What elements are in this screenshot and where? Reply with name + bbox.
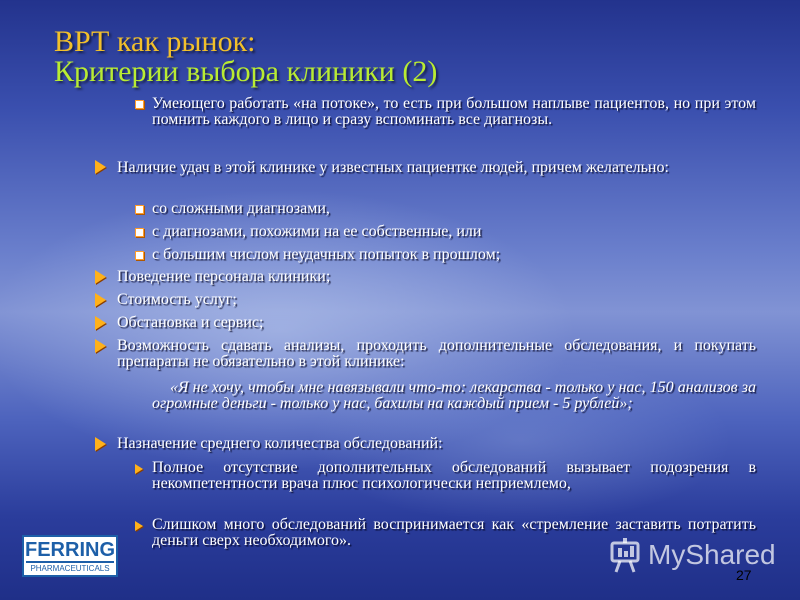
arrow-bullet-icon	[95, 160, 106, 174]
list-item-text: со сложными диагнозами,	[152, 200, 330, 217]
list-item-text: с диагнозами, похожими на ее собственные, или	[152, 223, 482, 240]
arrow-bullet-icon	[135, 521, 143, 531]
list-item	[152, 460, 756, 492]
list-item-text: Стоимость услуг;	[117, 291, 237, 308]
title-line-1: ВРТ как рынок:	[54, 25, 256, 58]
list-item	[117, 160, 756, 176]
list-item-text: Возможность сдавать анализы, проходить дополнительные обследования, и покупать препараты не обязательно в этой клинике:	[117, 337, 756, 370]
list-item-text: Обстановка и сервис;	[117, 314, 264, 331]
list-item	[117, 315, 756, 331]
arrow-bullet-icon	[95, 316, 106, 330]
list-item	[117, 269, 756, 285]
list-item	[152, 224, 756, 240]
slide-number: 27	[736, 567, 752, 583]
arrow-bullet-icon	[135, 464, 143, 474]
arrow-bullet-icon	[95, 270, 106, 284]
list-item-text: Поведение персонала клиники;	[117, 268, 331, 285]
list-item	[117, 338, 756, 370]
arrow-bullet-icon	[95, 437, 106, 451]
square-bullet-icon	[135, 251, 144, 260]
list-item	[152, 201, 756, 217]
list-item	[152, 96, 756, 128]
list-item	[117, 436, 756, 452]
square-bullet-icon	[135, 205, 144, 214]
title-line-2: Критерии выбора клиники (2)	[54, 55, 438, 88]
presentation-board-icon	[608, 537, 644, 575]
square-bullet-icon	[135, 228, 144, 237]
list-item-text: Наличие удач в этой клинике у известных пациентке людей, причем желательно:	[117, 159, 669, 176]
list-item	[152, 247, 756, 263]
arrow-bullet-icon	[95, 339, 106, 353]
myshared-watermark	[606, 535, 786, 575]
watermark-text: MyShared	[648, 539, 776, 570]
list-item-text: Назначение среднего количества обследований:	[117, 435, 443, 452]
list-item-text: с большим числом неудачных попыток в прошлом;	[152, 246, 501, 263]
list-item	[117, 292, 756, 308]
logo-divider	[26, 561, 114, 563]
list-item-text: Слишком много обследований воспринимается как «стремление заставить потратить деньги сверх необходимого».	[152, 516, 756, 549]
logo-subtitle: PHARMACEUTICALS	[30, 564, 110, 573]
list-item-text: Умеющего работать «на потоке», то есть при большом наплыве пациентов, но при этом помнить каждого в лицо и сразу вспоминать все диагнозы.	[152, 95, 756, 128]
square-bullet-icon	[135, 100, 144, 109]
logo-name: FERRING	[25, 539, 115, 561]
ferring-logo	[22, 535, 118, 577]
arrow-bullet-icon	[95, 293, 106, 307]
list-item-text: Полное отсутствие дополнительных обследований вызывает подозрения в некомпетентности врача плюс психологически неприемлемо,	[152, 459, 756, 492]
quote-text: «Я не хочу, чтобы мне навязывали что-то: лекарства - только у нас, 150 анализов за огромные деньги - только у нас, бахилы на каждый прием - 5 рублей»;	[152, 379, 756, 412]
